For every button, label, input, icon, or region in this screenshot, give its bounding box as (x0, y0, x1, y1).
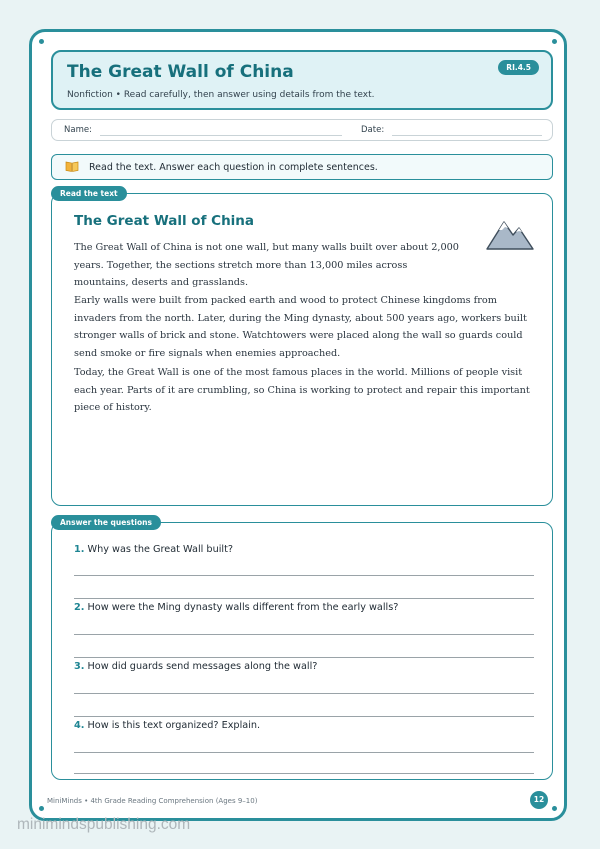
answer-line[interactable] (74, 716, 534, 717)
name-date-bar (51, 119, 553, 141)
name-label: Name: (64, 125, 92, 135)
worksheet-header (51, 50, 553, 110)
question-text: How did guards send messages along the wall? (87, 661, 318, 672)
question-number: 1. (74, 544, 85, 555)
question-text: How were the Ming dynasty walls different from the early walls? (87, 602, 399, 613)
date-label: Date: (361, 125, 385, 135)
question-3 (74, 661, 317, 672)
instructions-box (51, 154, 553, 180)
corner-dot (39, 806, 44, 811)
instructions-text: Read the text. Answer each question in complete sentences. (89, 162, 378, 173)
reading-panel (51, 189, 553, 506)
question-number: 3. (74, 661, 85, 672)
corner-dot (552, 806, 557, 811)
question-text: How is this text organized? Explain. (87, 720, 261, 731)
questions-tag: Answer the questions (51, 515, 161, 530)
reading-paragraph-1: The Great Wall of China is not one wall, but many walls built over about 2,000 years. Together, the sections stretch more than 13,000 miles across mountains, deserts and grasslands. (74, 242, 459, 288)
corner-dot (552, 39, 557, 44)
footer-text: MiniMinds • 4th Grade Reading Comprehension (Ages 9–10) (47, 797, 258, 805)
book-icon (65, 161, 79, 172)
watermark: minimindspublishing.com (17, 816, 191, 833)
answer-line[interactable] (74, 773, 534, 774)
reading-title: The Great Wall of China (74, 213, 255, 229)
reading-paragraph-3: Today, the Great Wall is one of the most famous places in the world. Millions of people visit each year. Parts of it are crumbling, so China is working to protect and repair this important piece of history. (74, 367, 530, 413)
date-field[interactable] (392, 135, 542, 136)
standard-badge: RI.4.5 (498, 60, 539, 75)
answer-line[interactable] (74, 657, 534, 658)
page-number: 12 (530, 791, 548, 809)
page-subtitle: Nonfiction • Read carefully, then answer using details from the text. (67, 90, 375, 100)
name-field[interactable] (100, 135, 342, 136)
answer-line[interactable] (74, 575, 534, 576)
question-text: Why was the Great Wall built? (87, 544, 234, 555)
reading-tag: Read the text (51, 186, 127, 201)
reading-paragraph-2: Early walls were built from packed earth and wood to protect Chinese kingdoms from invaders from the north. Later, during the Ming dynasty, about 500 years ago, workers built stronger walls of brick and stone. Watchtowers were placed along the wall so guards could send smoke or fire signals when enemies approached. (74, 295, 527, 359)
answer-line[interactable] (74, 752, 534, 753)
page-title: The Great Wall of China (67, 62, 294, 82)
question-2 (74, 602, 398, 613)
question-1 (74, 544, 233, 555)
questions-panel (51, 518, 553, 780)
answer-line[interactable] (74, 693, 534, 694)
worksheet-page (29, 29, 567, 821)
question-number: 2. (74, 602, 85, 613)
question-4 (74, 720, 260, 731)
answer-line[interactable] (74, 634, 534, 635)
corner-dot (39, 39, 44, 44)
answer-line[interactable] (74, 598, 534, 599)
mountain-icon (486, 218, 534, 250)
question-number: 4. (74, 720, 85, 731)
